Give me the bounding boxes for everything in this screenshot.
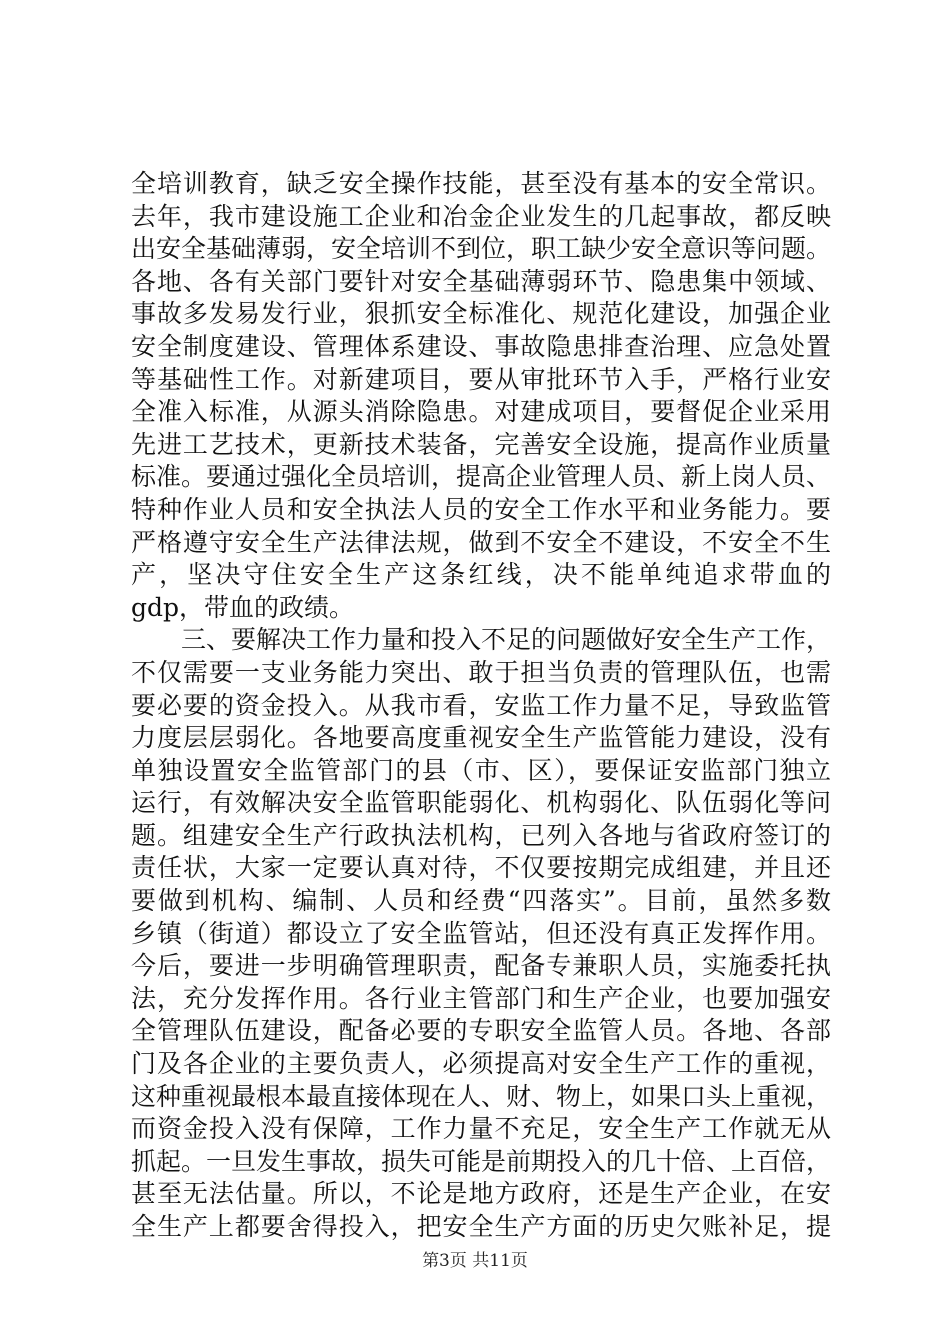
text-line: 标准。要通过强化全员培训，提高企业管理人员、新上岗人员、 bbox=[131, 462, 831, 492]
text-line: 而资金投入没有保障，工作力量不充足，安全生产工作就无从 bbox=[131, 1114, 831, 1144]
text-line: 法，充分发挥作用。各行业主管部门和生产企业，也要加强安 bbox=[131, 983, 831, 1013]
text-line: 乡镇（街道）都设立了安全监管站，但还没有真正发挥作用。 bbox=[131, 918, 831, 948]
text-line: 去年，我市建设施工企业和冶金企业发生的几起事故，都反映 bbox=[131, 201, 831, 231]
text-line: 等基础性工作。对新建项目，要从审批环节入手，严格行业安 bbox=[131, 364, 831, 394]
text-line: 三、要解决工作力量和投入不足的问题做好安全生产工作， bbox=[131, 625, 831, 655]
text-line: 要必要的资金投入。从我市看，安监工作力量不足，导致监管 bbox=[131, 690, 831, 720]
text-line: 甚至无法估量。所以，不论是地方政府，还是生产企业，在安 bbox=[131, 1179, 831, 1209]
text-line: 各地、各有关部门要针对安全基础薄弱环节、隐患集中领域、 bbox=[131, 266, 831, 296]
text-line: 事故多发易发行业，狠抓安全标准化、规范化建设，加强企业 bbox=[131, 299, 831, 329]
text-line: 不仅需要一支业务能力突出、敢于担当负责的管理队伍，也需 bbox=[131, 657, 831, 687]
text-line: 全生产上都要舍得投入，把安全生产方面的历史欠账补足，提 bbox=[131, 1212, 831, 1241]
text-line: 全准入标准，从源头消除隐患。对建成项目，要督促企业采用 bbox=[131, 397, 831, 427]
text-line: gdp，带血的政绩。 bbox=[131, 592, 355, 622]
text-line: 严格遵守安全生产法律法规，做到不安全不建设，不安全不生 bbox=[131, 527, 831, 557]
text-line: 门及各企业的主要负责人，必须提高对安全生产工作的重视， bbox=[131, 1049, 831, 1079]
text-line: 全培训教育，缺乏安全操作技能，甚至没有基本的安全常识。 bbox=[131, 169, 831, 198]
text-line: 抓起。一旦发生事故，损失可能是前期投入的几十倍、上百倍， bbox=[131, 1146, 831, 1176]
text-line: 特种作业人员和安全执法人员的安全工作水平和业务能力。要 bbox=[131, 494, 831, 524]
text-line: 今后，要进一步明确管理职责，配备专兼职人员，实施委托执 bbox=[131, 951, 831, 981]
text-line: 责任状，大家一定要认真对待，不仅要按期完成组建，并且还 bbox=[131, 853, 831, 883]
text-line: 产，坚决守住安全生产这条红线，决不能单纯追求带血的 bbox=[131, 560, 831, 590]
text-line: 要做到机构、编制、人员和经费“四落实”。目前，虽然多数 bbox=[131, 886, 831, 916]
text-line: 单独设置安全监管部门的县（市、区），要保证安监部门独立 bbox=[131, 755, 831, 785]
text-line: 运行，有效解决安全监管职能弱化、机构弱化、队伍弱化等问 bbox=[131, 788, 831, 818]
page-footer: 第3页 共11页 bbox=[422, 1251, 528, 1271]
text-line: 安全制度建设、管理体系建设、事故隐患排查治理、应急处置 bbox=[131, 331, 831, 361]
text-line: 力度层层弱化。各地要高度重视安全生产监管能力建设，没有 bbox=[131, 723, 831, 753]
body-text bbox=[131, 168, 831, 1244]
text-line: 全管理队伍建设，配备必要的专职安全监管人员。各地、各部 bbox=[131, 1016, 831, 1046]
text-line: 出安全基础薄弱，安全培训不到位，职工缺少安全意识等问题。 bbox=[131, 234, 831, 264]
text-line: 这种重视最根本最直接体现在人、财、物上，如果口头上重视， bbox=[131, 1081, 831, 1111]
text-line: 题。组建安全生产行政执法机构，已列入各地与省政府签订的 bbox=[131, 820, 831, 850]
text-line: 先进工艺技术，更新技术装备，完善安全设施，提高作业质量 bbox=[131, 429, 831, 459]
